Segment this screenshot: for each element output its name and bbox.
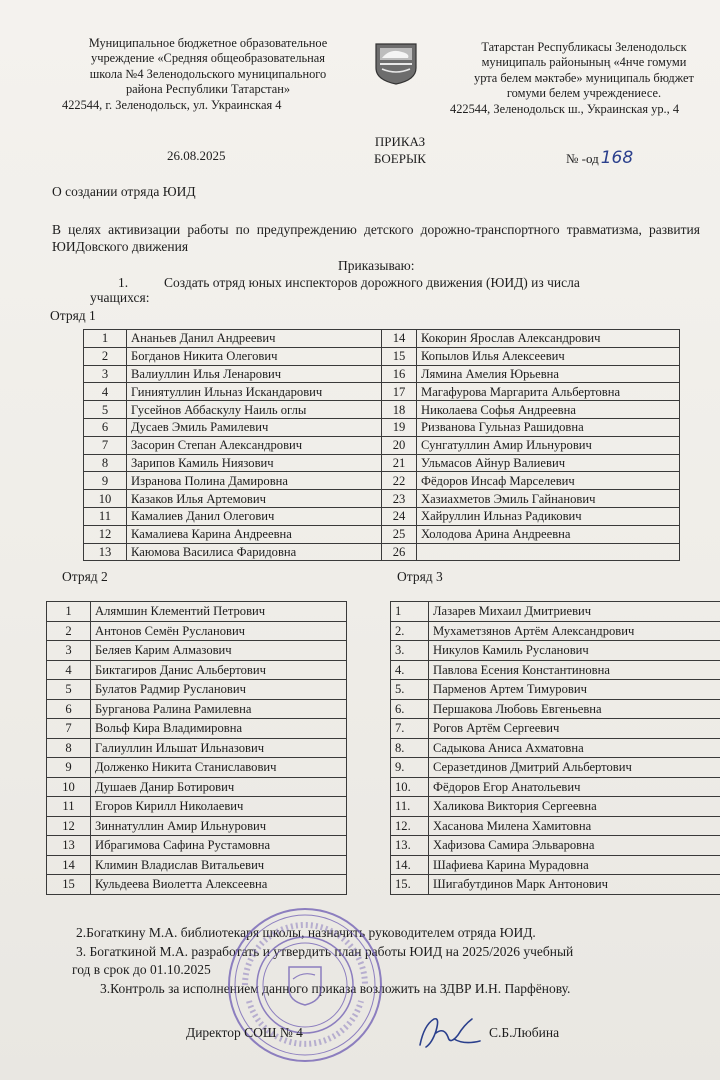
table-row <box>391 836 720 856</box>
row-number-cell: 18 <box>382 401 417 419</box>
student-name-cell: Павлова Есения Константиновна <box>429 660 720 680</box>
student-name-cell: Валиуллин Илья Ленарович <box>127 365 382 383</box>
order-item-1-text-cont: учащихся: <box>90 290 150 305</box>
table-row <box>84 472 680 490</box>
student-name-cell: Хасанова Милена Хамитовна <box>429 816 720 836</box>
table-row <box>47 816 347 836</box>
table-row <box>84 383 680 401</box>
student-name-cell: Халикова Виктория Сергеевна <box>429 797 720 817</box>
table-row <box>84 347 680 365</box>
row-number-cell: 23 <box>382 490 417 508</box>
student-name-cell: Мухаметзянов Артём Александрович <box>429 621 720 641</box>
squad-2-label: Отряд 2 <box>62 569 108 584</box>
squad-1-table <box>83 329 680 561</box>
order-number <box>566 148 633 168</box>
row-number-cell: 9 <box>84 472 127 490</box>
squad-1-label: Отряд 1 <box>50 308 96 323</box>
order-subject: О создании отряда ЮИД <box>52 184 196 199</box>
row-number-cell: 25 <box>382 525 417 543</box>
table-row <box>84 418 680 436</box>
student-name-cell: Копылов Илья Алексеевич <box>417 347 680 365</box>
row-number-cell: 7 <box>47 719 91 739</box>
squad-3-table <box>390 601 720 895</box>
order-number-handwritten: 168 <box>600 148 634 168</box>
student-name-cell: Гусейнов Аббаскулу Наиль оглы <box>127 401 382 419</box>
row-number-cell: 10. <box>391 777 429 797</box>
municipal-coat-of-arms-icon <box>372 42 420 86</box>
student-name-cell: Бурганова Ралина Рамилевна <box>91 699 347 719</box>
order-number-prefix: № -од <box>566 151 599 166</box>
student-name-cell: Хайруллин Ильназ Радикович <box>417 507 680 525</box>
table-row <box>84 507 680 525</box>
student-name-cell: Шафиева Карина Мурадовна <box>429 855 720 875</box>
table-row <box>391 602 720 622</box>
row-number-cell: 1 <box>84 330 127 348</box>
student-name-cell: Вольф Кира Владимировна <box>91 719 347 739</box>
student-name-cell: Галиуллин Ильшат Ильназович <box>91 738 347 758</box>
row-number-cell: 10 <box>47 777 91 797</box>
table-row <box>84 330 680 348</box>
row-number-cell: 11 <box>84 507 127 525</box>
student-name-cell <box>417 543 680 561</box>
row-number-cell: 2. <box>391 621 429 641</box>
student-name-cell: Лазарев Михаил Дмитриевич <box>429 602 720 622</box>
table-row <box>391 855 720 875</box>
row-number-cell: 3 <box>84 365 127 383</box>
order-date: 26.08.2025 <box>167 148 226 163</box>
order-items-after <box>72 924 716 998</box>
order-item-3-line-2: год в срок до 01.10.2025 <box>72 962 211 977</box>
row-number-cell: 16 <box>382 365 417 383</box>
student-name-cell: Серазетдинов Дмитрий Альбертович <box>429 758 720 778</box>
row-number-cell: 17 <box>382 383 417 401</box>
table-row <box>84 454 680 472</box>
header-left-line: учреждение «Средняя общеобразовательная <box>91 51 325 66</box>
preamble-paragraph: В целях активизации работы по предупреждению детского дорожно-транспортного травматизма, развития ЮИДовского движения <box>52 222 700 254</box>
row-number-cell: 6 <box>84 418 127 436</box>
student-name-cell: Беляев Карим Алмазович <box>91 641 347 661</box>
header-right-address: 422544, Зеленодольск ш., Украинская ур., 4 <box>450 101 680 116</box>
student-name-cell: Зиннатуллин Амир Ильнурович <box>91 816 347 836</box>
table-row <box>84 436 680 454</box>
student-name-cell: Булатов Радмир Русланович <box>91 680 347 700</box>
row-number-cell: 6. <box>391 699 429 719</box>
student-name-cell: Антонов Семён Русланович <box>91 621 347 641</box>
student-name-cell: Ризванова Гульназ Рашидовна <box>417 418 680 436</box>
row-number-cell: 8 <box>47 738 91 758</box>
student-name-cell: Хафизова Самира Эльваровна <box>429 836 720 856</box>
order-item-1 <box>90 275 698 305</box>
student-name-cell: Биктагиров Данис Альбертович <box>91 660 347 680</box>
order-title-tt: БОЕРЫК <box>374 151 426 166</box>
row-number-cell: 4 <box>47 660 91 680</box>
table-row <box>47 621 347 641</box>
table-row <box>391 680 720 700</box>
row-number-cell: 1 <box>47 602 91 622</box>
row-number-cell: 24 <box>382 507 417 525</box>
row-number-cell: 2 <box>47 621 91 641</box>
row-number-cell: 19 <box>382 418 417 436</box>
table-row <box>47 797 347 817</box>
signature-name: С.Б.Любина <box>489 1025 560 1040</box>
student-name-cell: Гиниятуллин Ильназ Искандарович <box>127 383 382 401</box>
student-name-cell: Холодова Арина Андреевна <box>417 525 680 543</box>
row-number-cell: 3. <box>391 641 429 661</box>
student-name-cell: Ананьев Данил Андреевич <box>127 330 382 348</box>
student-name-cell: Камалиева Карина Андреевна <box>127 525 382 543</box>
table-row <box>47 699 347 719</box>
row-number-cell: 1 <box>391 602 429 622</box>
row-number-cell: 15 <box>47 875 91 895</box>
student-name-cell: Сунгатуллин Амир Ильнурович <box>417 436 680 454</box>
student-name-cell: Кокорин Ярослав Александрович <box>417 330 680 348</box>
table-row <box>47 738 347 758</box>
order-title <box>360 133 440 167</box>
student-name-cell: Егоров Кирилл Николаевич <box>91 797 347 817</box>
row-number-cell: 4. <box>391 660 429 680</box>
row-number-cell: 13 <box>84 543 127 561</box>
table-row <box>84 401 680 419</box>
row-number-cell: 5 <box>84 401 127 419</box>
header-left-russian <box>58 36 358 113</box>
row-number-cell: 21 <box>382 454 417 472</box>
row-number-cell: 26 <box>382 543 417 561</box>
row-number-cell: 15. <box>391 875 429 895</box>
order-item-3-line-1: 3. Богаткиной М.А. разработать и утвердить план работы ЮИД на 2025/2026 учебный <box>76 943 574 959</box>
student-name-cell: Парменов Артем Тимурович <box>429 680 720 700</box>
table-row <box>391 777 720 797</box>
table-row <box>391 758 720 778</box>
table-row <box>47 719 347 739</box>
student-name-cell: Никулов Камиль Русланович <box>429 641 720 661</box>
table-row <box>391 641 720 661</box>
table-row <box>84 490 680 508</box>
squad-3-label: Отряд 3 <box>397 569 443 584</box>
order-item-1-text: Создать отряд юных инспекторов дорожного движения (ЮИД) из числа <box>164 275 580 290</box>
student-name-cell: Зарипов Камиль Ниязович <box>127 454 382 472</box>
header-left-line: Муниципальное бюджетное образовательное <box>88 36 328 50</box>
table-row <box>47 602 347 622</box>
header-right-line: муниципаль районының «4нче гомуми <box>481 55 687 70</box>
row-number-cell: 22 <box>382 472 417 490</box>
student-name-cell: Климин Владислав Витальевич <box>91 855 347 875</box>
student-name-cell: Засорин Степан Александрович <box>127 436 382 454</box>
squad-2-table <box>46 601 347 895</box>
student-name-cell: Фёдоров Инсаф Марселевич <box>417 472 680 490</box>
header-right-line: урта белем мәктәбе» муниципаль бюджет <box>474 70 694 85</box>
row-number-cell: 12. <box>391 816 429 836</box>
table-row <box>391 621 720 641</box>
table-row <box>47 758 347 778</box>
table-row <box>391 875 720 895</box>
table-row <box>391 699 720 719</box>
student-name-cell: Шигабутдинов Марк Антонович <box>429 875 720 895</box>
row-number-cell: 2 <box>84 347 127 365</box>
row-number-cell: 12 <box>47 816 91 836</box>
table-row <box>47 836 347 856</box>
row-number-cell: 20 <box>382 436 417 454</box>
header-right-line: Татарстан Республикасы Зеленодольск <box>481 40 687 54</box>
student-name-cell: Магафурова Маргарита Альбертовна <box>417 383 680 401</box>
table-row <box>47 777 347 797</box>
row-number-cell: 7 <box>84 436 127 454</box>
row-number-cell: 15 <box>382 347 417 365</box>
row-number-cell: 14 <box>382 330 417 348</box>
header-left-address: 422544, г. Зеленодольск, ул. Украинская 4 <box>62 97 282 112</box>
table-row <box>391 660 720 680</box>
table-row <box>391 738 720 758</box>
student-name-cell: Рогов Артём Сергеевич <box>429 719 720 739</box>
row-number-cell: 12 <box>84 525 127 543</box>
student-name-cell: Казаков Илья Артемович <box>127 490 382 508</box>
school-seal-icon <box>225 905 385 1065</box>
row-number-cell: 13. <box>391 836 429 856</box>
student-name-cell: Николаева Софья Андреевна <box>417 401 680 419</box>
student-name-cell: Лямина Амелия Юрьевна <box>417 365 680 383</box>
order-item-1-number: 1. <box>118 275 129 290</box>
student-name-cell: Садыкова Аниса Ахматовна <box>429 738 720 758</box>
student-name-cell: Кульдеева Виолетта Алексеевна <box>91 875 347 895</box>
row-number-cell: 11 <box>47 797 91 817</box>
row-number-cell: 11. <box>391 797 429 817</box>
row-number-cell: 7. <box>391 719 429 739</box>
student-name-cell: Долженко Никита Станиславович <box>91 758 347 778</box>
order-item-2: 2.Богаткину М.А. библиотекаря школы, назначить руководителем отряда ЮИД. <box>76 925 536 940</box>
row-number-cell: 14 <box>47 855 91 875</box>
student-name-cell: Богданов Никита Олегович <box>127 347 382 365</box>
table-row <box>47 641 347 661</box>
table-row <box>47 680 347 700</box>
row-number-cell: 4 <box>84 383 127 401</box>
table-row <box>47 875 347 895</box>
row-number-cell: 14. <box>391 855 429 875</box>
prikazyvayu-heading: Приказываю: <box>338 258 415 273</box>
table-row <box>47 855 347 875</box>
row-number-cell: 3 <box>47 641 91 661</box>
student-name-cell: Ульмасов Айнур Валиевич <box>417 454 680 472</box>
header-right-line: гомуми белем учреждениесе. <box>506 86 662 101</box>
student-name-cell: Хазиахметов Эмиль Гайнанович <box>417 490 680 508</box>
order-title-ru: ПРИКАЗ <box>374 134 426 149</box>
row-number-cell: 8. <box>391 738 429 758</box>
order-item-4: 3.Контроль за исполнением данного приказа возложить на ЗДВР И.Н. Парфёнову. <box>100 980 571 996</box>
student-name-cell: Ибрагимова Сафина Рустамовна <box>91 836 347 856</box>
student-name-cell: Изранова Полина Дамировна <box>127 472 382 490</box>
row-number-cell: 5 <box>47 680 91 700</box>
student-name-cell: Алямшин Клементий Петрович <box>91 602 347 622</box>
row-number-cell: 9 <box>47 758 91 778</box>
table-row <box>391 797 720 817</box>
student-name-cell: Дусаев Эмиль Рамилевич <box>127 418 382 436</box>
header-right-tatar <box>448 40 720 117</box>
row-number-cell: 9. <box>391 758 429 778</box>
student-name-cell: Душаев Данир Ботирович <box>91 777 347 797</box>
table-row <box>84 525 680 543</box>
table-row <box>84 365 680 383</box>
table-row <box>391 816 720 836</box>
row-number-cell: 10 <box>84 490 127 508</box>
row-number-cell: 5. <box>391 680 429 700</box>
row-number-cell: 6 <box>47 699 91 719</box>
student-name-cell: Каюмова Василиса Фаридовна <box>127 543 382 561</box>
signature-position: Директор СОШ № 4 <box>186 1025 303 1040</box>
student-name-cell: Першакова Любовь Евгеньевна <box>429 699 720 719</box>
header-left-line: района Республики Татарстан» <box>125 82 291 97</box>
table-row <box>84 543 680 561</box>
handwritten-signature <box>414 1005 484 1055</box>
row-number-cell: 8 <box>84 454 127 472</box>
student-name-cell: Фёдоров Егор Анатольевич <box>429 777 720 797</box>
header-left-line: школа №4 Зеленодольского муниципального <box>89 66 327 81</box>
row-number-cell: 13 <box>47 836 91 856</box>
student-name-cell: Камалиев Данил Олегович <box>127 507 382 525</box>
table-row <box>47 660 347 680</box>
table-row <box>391 719 720 739</box>
